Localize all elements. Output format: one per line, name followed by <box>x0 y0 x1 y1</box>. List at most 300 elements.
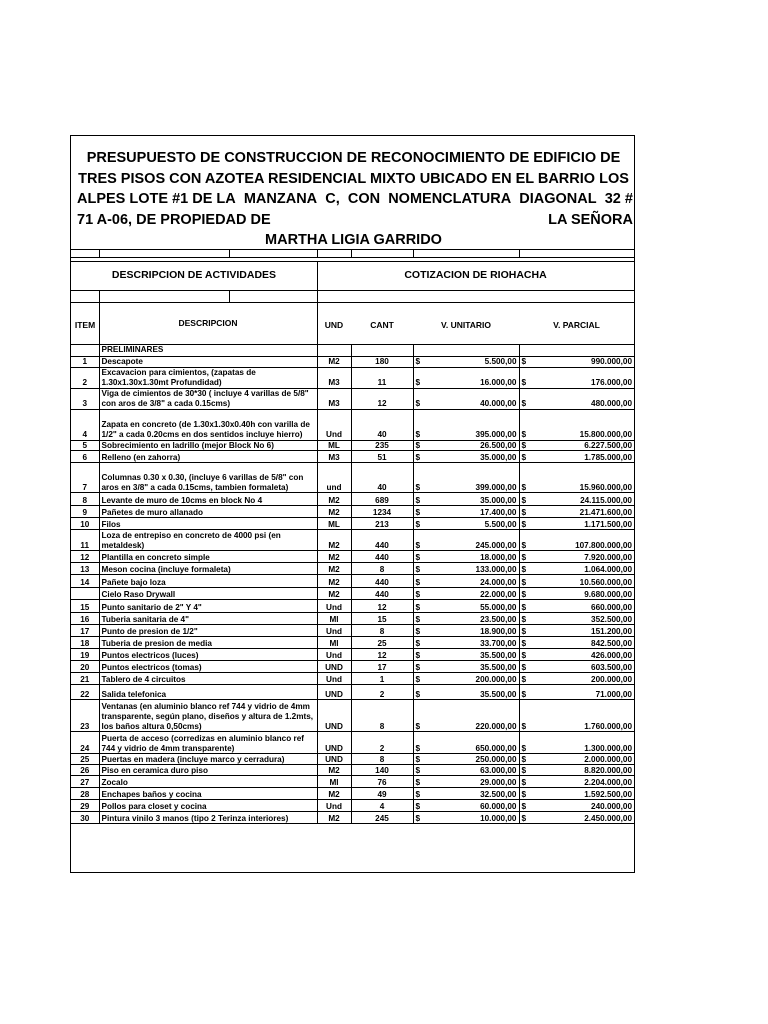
table-row <box>71 493 634 506</box>
grid-line <box>71 261 634 262</box>
table-row <box>71 613 634 625</box>
item-unit: Ml <box>317 613 351 625</box>
partial-value-cell <box>519 409 634 440</box>
currency-symbol: $ <box>521 626 527 636</box>
currency-symbol: $ <box>415 552 421 562</box>
partial-value-cell <box>519 732 634 754</box>
currency-symbol: $ <box>521 754 527 764</box>
item-number: 4 <box>71 409 99 440</box>
currency-symbol: $ <box>415 602 421 612</box>
item-unit: M2 <box>317 563 351 575</box>
currency-symbol: $ <box>415 614 421 624</box>
partial-value: 24.115.000,00 <box>580 495 632 505</box>
item-number: 13 <box>71 563 99 575</box>
table-row <box>71 409 634 440</box>
title-line-1: PRESUPUESTO DE CONSTRUCCION DE RECONOCIMIENTO DE EDIFICIO DE <box>86 150 621 166</box>
item-unit: M2 <box>317 506 351 518</box>
currency-symbol: $ <box>521 650 527 660</box>
item-description: Columnas 0.30 x 0.30, (incluye 6 varillas de 5/8" con aros en 3/8" a cada 0.15cms, tambien formaleta) <box>99 463 317 493</box>
unit-price: 55.000,00 <box>480 602 517 612</box>
unit-price-cell <box>413 575 519 588</box>
currency-symbol: $ <box>415 377 421 387</box>
currency-symbol: $ <box>415 777 421 787</box>
grid-line <box>413 249 414 257</box>
item-unit: M2 <box>317 575 351 588</box>
item-quantity: 8 <box>351 625 413 637</box>
partial-value-cell <box>519 588 634 600</box>
item-description: Pintura vinilo 3 manos (tipo 2 Terinza interiores) <box>99 812 317 824</box>
table-cell <box>351 344 413 356</box>
item-quantity: 235 <box>351 440 413 451</box>
item-number: 12 <box>71 551 99 563</box>
grid-line <box>71 249 634 250</box>
activities-section-header: DESCRIPCION DE ACTIVIDADES <box>111 269 277 281</box>
currency-symbol: $ <box>415 626 421 636</box>
title-line-4-left: 71 A-06, DE PROPIEDAD DE <box>77 211 271 228</box>
partial-value-cell <box>519 776 634 788</box>
item-number: 8 <box>71 493 99 506</box>
partial-value: 426.000,00 <box>591 650 632 660</box>
item-quantity: 180 <box>351 356 413 367</box>
currency-symbol: $ <box>521 429 527 439</box>
unit-price: 22.000,00 <box>480 589 517 599</box>
item-unit: M2 <box>317 765 351 776</box>
item-unit: M3 <box>317 451 351 463</box>
item-unit: M2 <box>317 530 351 551</box>
title-word: DIAGONAL <box>519 191 597 207</box>
unit-price-cell <box>413 563 519 575</box>
item-unit: M2 <box>317 551 351 563</box>
table-row <box>71 788 634 800</box>
item-description: Relleno (en zahorra) <box>99 451 317 463</box>
unit-price-cell <box>413 625 519 637</box>
partial-value-cell <box>519 700 634 732</box>
column-header-descripcion: DESCRIPCION <box>178 318 238 328</box>
item-quantity: 440 <box>351 530 413 551</box>
unit-price: 650.000,00 <box>475 743 517 753</box>
item-description: Tuberia de presion de media <box>99 637 317 649</box>
currency-symbol: $ <box>521 777 527 787</box>
unit-price: 60.000,00 <box>480 801 517 811</box>
partial-value-cell <box>519 451 634 463</box>
item-number: 23 <box>71 700 99 732</box>
item-unit: M2 <box>317 588 351 600</box>
partial-value: 240.000,00 <box>591 801 632 811</box>
table-row <box>71 812 634 824</box>
currency-symbol: $ <box>521 356 527 366</box>
partial-value: 6.227.500,00 <box>584 440 632 450</box>
unit-price: 200.000,00 <box>475 674 517 684</box>
grid-line <box>317 249 318 257</box>
item-number: 18 <box>71 637 99 649</box>
unit-price-cell <box>413 776 519 788</box>
table-row <box>71 732 634 754</box>
partial-value-cell <box>519 765 634 776</box>
currency-symbol: $ <box>415 721 421 731</box>
partial-value-cell <box>519 637 634 649</box>
partial-value-cell <box>519 463 634 493</box>
unit-price: 32.500,00 <box>480 789 517 799</box>
partial-value-cell <box>519 661 634 673</box>
item-quantity: 440 <box>351 551 413 563</box>
item-number: 28 <box>71 788 99 800</box>
partial-value-cell <box>519 493 634 506</box>
item-unit: M3 <box>317 388 351 409</box>
unit-price-cell <box>413 518 519 530</box>
item-quantity: 440 <box>351 575 413 588</box>
grid-line <box>229 249 230 257</box>
currency-symbol: $ <box>415 429 421 439</box>
column-header-unitario: V. UNITARIO <box>440 320 492 330</box>
partial-value: 9.680.000,00 <box>584 589 632 599</box>
items-table-body <box>71 344 634 824</box>
currency-symbol: $ <box>415 662 421 672</box>
currency-symbol: $ <box>521 377 527 387</box>
grid-line <box>317 290 318 302</box>
item-number: 25 <box>71 754 99 765</box>
unit-price: 35.000,00 <box>480 452 517 462</box>
items-table <box>71 344 634 824</box>
partial-value-cell <box>519 530 634 551</box>
partial-value: 71.000,00 <box>595 689 632 699</box>
currency-symbol: $ <box>415 754 421 764</box>
unit-price: 5.500,00 <box>484 519 517 529</box>
item-description: Filos <box>99 518 317 530</box>
table-row <box>71 463 634 493</box>
table-row <box>71 754 634 765</box>
grid-line <box>99 249 100 257</box>
grid-line <box>229 290 230 302</box>
table-row <box>71 588 634 600</box>
currency-symbol: $ <box>415 801 421 811</box>
partial-value: 200.000,00 <box>591 674 632 684</box>
item-quantity: 689 <box>351 493 413 506</box>
item-number: 21 <box>71 673 99 685</box>
unit-price: 18.900,00 <box>480 626 517 636</box>
item-quantity: 2 <box>351 732 413 754</box>
partial-value-cell <box>519 551 634 563</box>
partial-value: 2.000.000,00 <box>584 754 632 764</box>
group-label: PRELIMINARES <box>99 344 317 356</box>
item-quantity: 12 <box>351 649 413 661</box>
item-number: 14 <box>71 575 99 588</box>
table-cell <box>519 344 634 356</box>
column-header-und: UND <box>324 320 344 330</box>
item-unit: M2 <box>317 788 351 800</box>
item-quantity: 51 <box>351 451 413 463</box>
partial-value-cell <box>519 518 634 530</box>
item-description: Sobrecimiento en ladrillo (mejor Block No 6) <box>99 440 317 451</box>
partial-value: 1.300.000,00 <box>584 743 632 753</box>
table-row <box>71 356 634 367</box>
unit-price-cell <box>413 451 519 463</box>
currency-symbol: $ <box>521 638 527 648</box>
partial-value-cell <box>519 575 634 588</box>
unit-price-cell <box>413 613 519 625</box>
partial-value-cell <box>519 812 634 824</box>
currency-symbol: $ <box>415 507 421 517</box>
unit-price: 399.000,00 <box>475 482 517 492</box>
document-title <box>71 148 636 251</box>
partial-value: 15.800.000,00 <box>579 429 632 439</box>
item-description: Plantilla en concreto simple <box>99 551 317 563</box>
item-unit: M2 <box>317 356 351 367</box>
unit-price-cell <box>413 600 519 613</box>
title-line-3 <box>71 189 636 210</box>
item-number: 22 <box>71 685 99 700</box>
currency-symbol: $ <box>521 564 527 574</box>
currency-symbol: $ <box>415 577 421 587</box>
currency-symbol: $ <box>415 495 421 505</box>
item-unit: UND <box>317 754 351 765</box>
partial-value-cell <box>519 788 634 800</box>
item-unit: Und <box>317 673 351 685</box>
title-line-4-right: LA SEÑORA <box>548 211 633 228</box>
title-line-2: TRES PISOS CON AZOTEA RESIDENCIAL MIXTO UBICADO EN EL BARRIO LOS <box>78 170 629 187</box>
item-number: 3 <box>71 388 99 409</box>
item-description: Zocalo <box>99 776 317 788</box>
title-word: MANZANA <box>243 191 318 207</box>
partial-value-cell <box>519 625 634 637</box>
item-description: Pañete bajo loza <box>99 575 317 588</box>
unit-price-cell <box>413 732 519 754</box>
item-unit: M2 <box>317 493 351 506</box>
unit-price-cell <box>413 530 519 551</box>
partial-value-cell <box>519 600 634 613</box>
title-word: 32 # <box>604 191 633 207</box>
item-quantity: 140 <box>351 765 413 776</box>
partial-value-cell <box>519 754 634 765</box>
unit-price: 35.500,00 <box>480 650 517 660</box>
unit-price: 40.000,00 <box>480 398 517 408</box>
item-unit: Ml <box>317 776 351 788</box>
partial-value: 1.592.500,00 <box>584 789 632 799</box>
item-number: 26 <box>71 765 99 776</box>
partial-value: 1.785.000,00 <box>584 452 632 462</box>
item-unit: Und <box>317 409 351 440</box>
item-description: Levante de muro de 10cms en block No 4 <box>99 493 317 506</box>
unit-price-cell <box>413 788 519 800</box>
item-unit: Und <box>317 625 351 637</box>
grid-line <box>519 249 520 257</box>
item-unit: und <box>317 463 351 493</box>
item-quantity: 1 <box>351 673 413 685</box>
currency-symbol: $ <box>415 356 421 366</box>
grid-line <box>71 257 634 258</box>
unit-price-cell <box>413 754 519 765</box>
currency-symbol: $ <box>521 801 527 811</box>
partial-value: 15.960.000,00 <box>579 482 632 492</box>
unit-price-cell <box>413 700 519 732</box>
currency-symbol: $ <box>521 689 527 699</box>
item-quantity: 440 <box>351 588 413 600</box>
partial-value-cell <box>519 685 634 700</box>
unit-price: 5.500,00 <box>484 356 517 366</box>
grid-line <box>71 302 634 303</box>
item-description: Viga de cimientos de 30*30 ( incluye 4 varillas de 5/8" con aros de 3/8" a cada 0.15cms) <box>99 388 317 409</box>
currency-symbol: $ <box>415 398 421 408</box>
currency-symbol: $ <box>415 564 421 574</box>
unit-price-cell <box>413 388 519 409</box>
currency-symbol: $ <box>415 589 421 599</box>
table-cell <box>413 344 519 356</box>
currency-symbol: $ <box>521 452 527 462</box>
partial-value: 2.450.000,00 <box>584 813 632 823</box>
currency-symbol: $ <box>521 519 527 529</box>
item-description: Meson cocina (incluye formaleta) <box>99 563 317 575</box>
currency-symbol: $ <box>521 495 527 505</box>
currency-symbol: $ <box>415 674 421 684</box>
item-quantity: 12 <box>351 388 413 409</box>
item-number: 19 <box>71 649 99 661</box>
item-quantity: 76 <box>351 776 413 788</box>
unit-price-cell <box>413 649 519 661</box>
title-word: C, <box>325 191 340 207</box>
partial-value: 1.064.000,00 <box>584 564 632 574</box>
item-quantity: 2 <box>351 685 413 700</box>
partial-value: 603.500,00 <box>591 662 632 672</box>
currency-symbol: $ <box>521 721 527 731</box>
item-number <box>71 588 99 600</box>
item-quantity: 245 <box>351 812 413 824</box>
item-number: 7 <box>71 463 99 493</box>
item-unit: Ml <box>317 637 351 649</box>
unit-price-cell <box>413 356 519 367</box>
item-description: Ventanas (en aluminio blanco ref 744 y vidrio de 4mm transparente, según plano, diseños y altura de 1.2mts, los baños altura 0,50cms) <box>99 700 317 732</box>
partial-value-cell <box>519 388 634 409</box>
partial-value: 1.760.000,00 <box>584 721 632 731</box>
grid-line <box>351 249 352 257</box>
table-row <box>71 530 634 551</box>
currency-symbol: $ <box>415 689 421 699</box>
currency-symbol: $ <box>415 452 421 462</box>
item-description: Excavacion para cimientos, (zapatas de 1.30x1.30x1.30mt Profundidad) <box>99 367 317 388</box>
table-row <box>71 700 634 732</box>
currency-symbol: $ <box>415 650 421 660</box>
partial-value: 842.500,00 <box>591 638 632 648</box>
partial-value-cell <box>519 800 634 812</box>
item-quantity: 25 <box>351 637 413 649</box>
item-number: 5 <box>71 440 99 451</box>
item-quantity: 8 <box>351 754 413 765</box>
item-number: 9 <box>71 506 99 518</box>
table-row <box>71 563 634 575</box>
item-quantity: 4 <box>351 800 413 812</box>
item-unit: UND <box>317 661 351 673</box>
unit-price-cell <box>413 367 519 388</box>
item-unit: Und <box>317 649 351 661</box>
quote-section-header: COTIZACION DE RIOHACHA <box>404 269 547 281</box>
table-row <box>71 800 634 812</box>
partial-value: 8.820.000,00 <box>584 765 632 775</box>
unit-price: 26.500,00 <box>480 440 517 450</box>
item-quantity: 40 <box>351 409 413 440</box>
partial-value: 151.200,00 <box>591 626 632 636</box>
item-description: Pollos para closet y cocina <box>99 800 317 812</box>
partial-value-cell <box>519 356 634 367</box>
column-header-cant: CANT <box>370 320 394 330</box>
table-cell <box>71 344 99 356</box>
partial-value: 2.204.000,00 <box>584 777 632 787</box>
item-unit: ML <box>317 518 351 530</box>
partial-value: 176.000,00 <box>591 377 632 387</box>
item-number: 17 <box>71 625 99 637</box>
item-number: 30 <box>71 812 99 824</box>
unit-price-cell <box>413 800 519 812</box>
column-header-parcial: V. PARCIAL <box>553 320 600 330</box>
item-quantity: 49 <box>351 788 413 800</box>
item-number: 16 <box>71 613 99 625</box>
item-number: 24 <box>71 732 99 754</box>
partial-value-cell <box>519 440 634 451</box>
currency-symbol: $ <box>415 482 421 492</box>
item-description: Puntos electricos (luces) <box>99 649 317 661</box>
item-quantity: 12 <box>351 600 413 613</box>
item-number: 27 <box>71 776 99 788</box>
table-row <box>71 673 634 685</box>
unit-price: 133.000,00 <box>475 564 517 574</box>
item-description: Tablero de 4 circuitos <box>99 673 317 685</box>
currency-symbol: $ <box>521 614 527 624</box>
item-unit: ML <box>317 440 351 451</box>
item-unit: M3 <box>317 367 351 388</box>
unit-price: 23.500,00 <box>480 614 517 624</box>
currency-symbol: $ <box>415 540 421 550</box>
partial-value-cell <box>519 613 634 625</box>
currency-symbol: $ <box>415 765 421 775</box>
currency-symbol: $ <box>521 789 527 799</box>
unit-price: 245.000,00 <box>475 540 517 550</box>
currency-symbol: $ <box>415 638 421 648</box>
item-quantity: 11 <box>351 367 413 388</box>
currency-symbol: $ <box>415 519 421 529</box>
partial-value: 107.800.000,00 <box>575 540 632 550</box>
unit-price-cell <box>413 506 519 518</box>
item-quantity: 213 <box>351 518 413 530</box>
item-description: Tuberia sanitaria de 4" <box>99 613 317 625</box>
grid-line <box>71 290 634 291</box>
partial-value-cell <box>519 563 634 575</box>
unit-price-cell <box>413 765 519 776</box>
currency-symbol: $ <box>521 589 527 599</box>
unit-price: 35.500,00 <box>480 662 517 672</box>
title-word: NOMENCLATURA <box>388 191 512 207</box>
unit-price-cell <box>413 637 519 649</box>
item-description: Punto de presion de 1/2" <box>99 625 317 637</box>
partial-value: 990.000,00 <box>591 356 632 366</box>
item-description: Piso en ceramica duro piso <box>99 765 317 776</box>
unit-price-cell <box>413 588 519 600</box>
unit-price-cell <box>413 661 519 673</box>
item-description: Zapata en concreto (de 1.30x1.30x0.40h con varilla de 1/2" a cada 0.20cms en dos sentidos incluye hierro) <box>99 409 317 440</box>
table-row <box>71 575 634 588</box>
currency-symbol: $ <box>521 813 527 823</box>
unit-price: 220.000,00 <box>475 721 517 731</box>
unit-price: 35.000,00 <box>480 495 517 505</box>
item-unit: Und <box>317 800 351 812</box>
item-description: Puerta de acceso (corredizas en aluminio blanco ref 744 y vidrio de 4mm transparente) <box>99 732 317 754</box>
table-row <box>71 765 634 776</box>
unit-price-cell <box>413 409 519 440</box>
item-description: Punto sanitario de 2" Y 4" <box>99 600 317 613</box>
budget-sheet <box>70 135 635 873</box>
group-row <box>71 344 634 356</box>
table-row <box>71 625 634 637</box>
item-number: 11 <box>71 530 99 551</box>
item-description: Cielo Raso Drywall <box>99 588 317 600</box>
item-number: 10 <box>71 518 99 530</box>
table-cell <box>317 344 351 356</box>
